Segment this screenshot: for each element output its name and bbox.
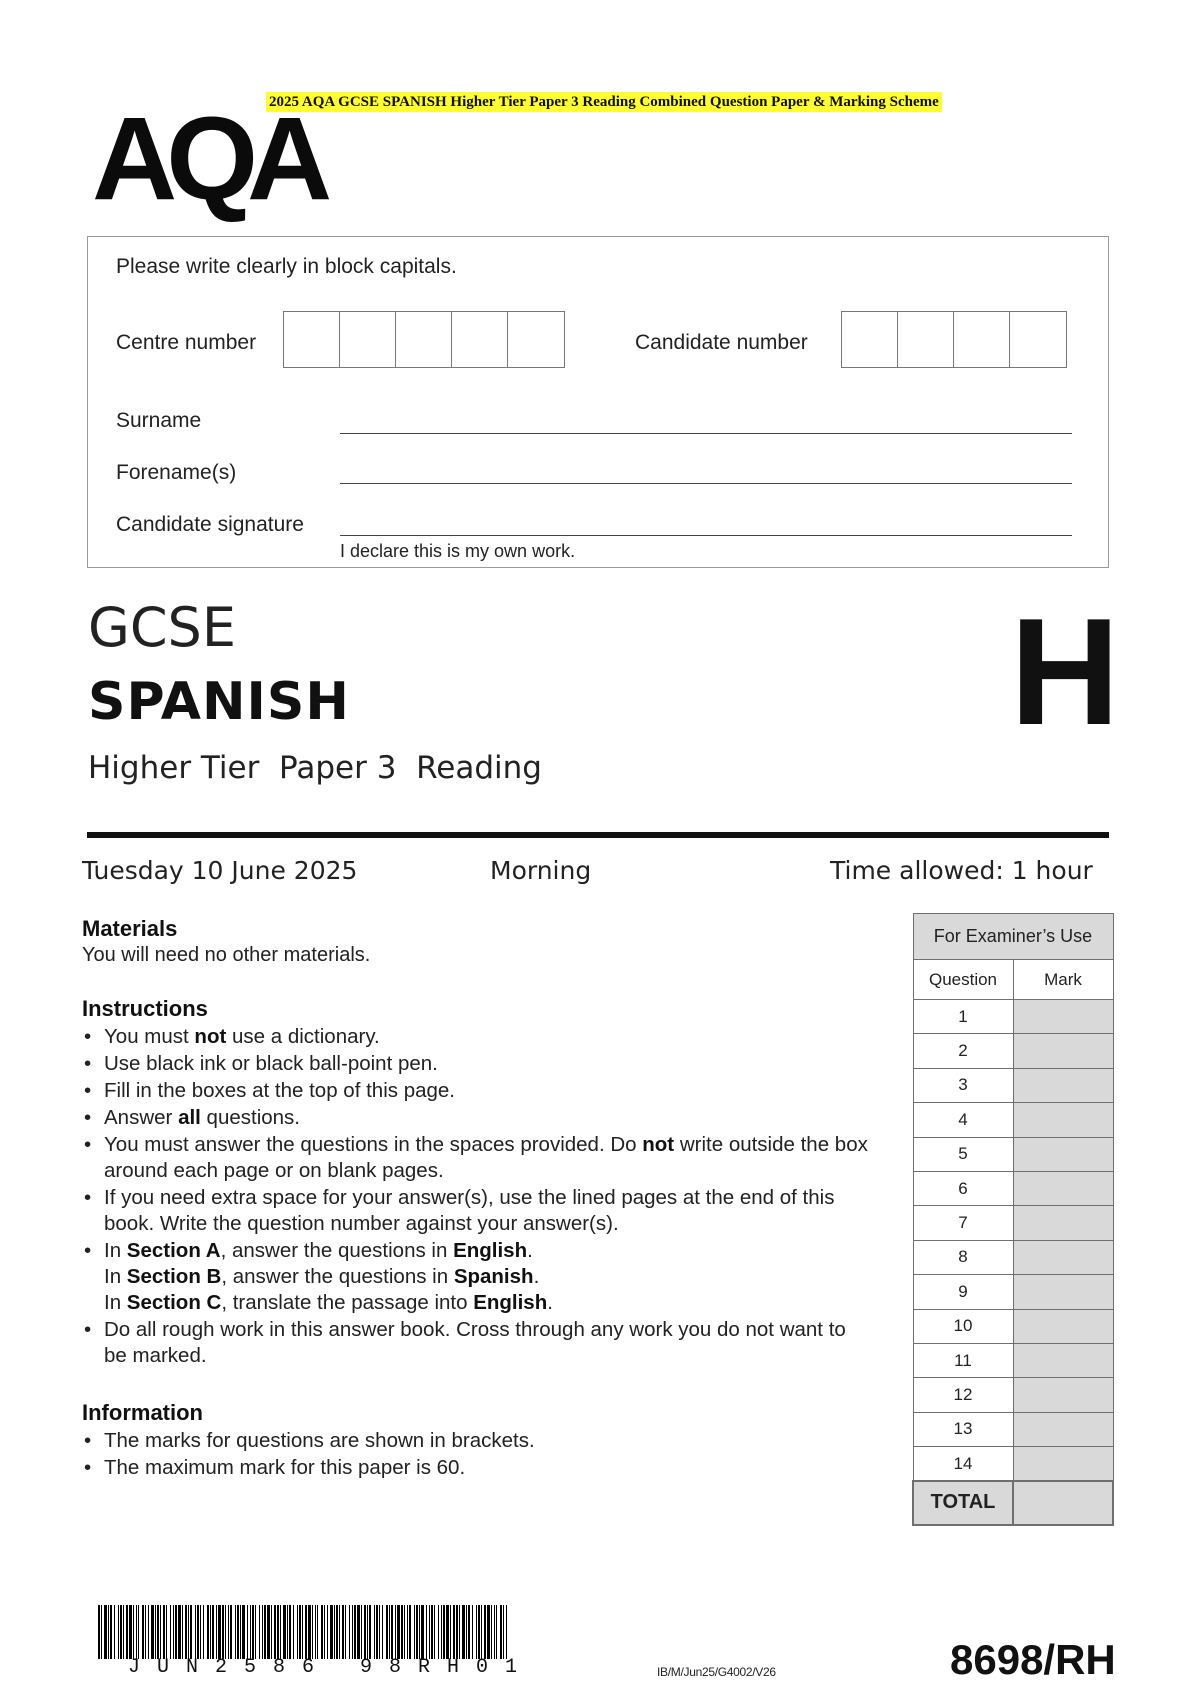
mark-column-header: Mark	[1013, 960, 1113, 1000]
instructions-heading: Instructions	[82, 996, 208, 1021]
instruction-text: write outside the box around each page or on blank pages.	[104, 1133, 868, 1182]
instruction-text: questions.	[200, 1106, 301, 1129]
question-number: 6	[913, 1171, 1013, 1205]
qualification-level: GCSE	[88, 596, 236, 659]
question-number: 4	[913, 1103, 1013, 1137]
information-section	[82, 1400, 872, 1482]
mark-cell	[1013, 1240, 1113, 1274]
instruction-text: In	[104, 1239, 127, 1262]
instructions-section	[82, 996, 872, 1370]
mark-cell	[1013, 1447, 1113, 1481]
centre-digit-box[interactable]	[340, 312, 396, 367]
question-number: 12	[913, 1378, 1013, 1412]
information-item: • The marks for questions are shown in brackets.	[82, 1428, 872, 1454]
question-number: 5	[913, 1137, 1013, 1171]
question-number: 14	[913, 1447, 1013, 1481]
question-number: 8	[913, 1240, 1013, 1274]
instruction-emphasis: Section B	[126, 1265, 222, 1288]
paper-title: Higher Tier Paper 3 Reading	[88, 750, 542, 786]
total-label: TOTAL	[913, 1481, 1013, 1525]
instruction-text: use a dictionary.	[226, 1025, 380, 1048]
instruction-text: Do all rough work in this answer book. Cross through any work you do not want to be marked.	[104, 1318, 846, 1367]
centre-digit-box[interactable]	[452, 312, 508, 367]
question-number: 7	[913, 1206, 1013, 1240]
candidate-number-boxes[interactable]	[841, 311, 1067, 368]
instruction-text: .	[533, 1265, 540, 1288]
instruction-text: , translate the passage into	[221, 1291, 474, 1314]
examiner-table-title: For Examiner’s Use	[913, 914, 1113, 960]
section-a-line	[104, 1238, 872, 1264]
block-capitals-instruction: Please write clearly in block capitals.	[116, 255, 457, 278]
candidate-digit-box[interactable]	[842, 312, 898, 367]
instruction-emphasis: all	[178, 1106, 201, 1129]
centre-digit-box[interactable]	[284, 312, 340, 367]
exam-date: Tuesday 10 June 2025	[82, 856, 358, 885]
instruction-text: , answer the questions in	[221, 1265, 454, 1288]
materials-section	[82, 916, 872, 968]
materials-text: You will need no other materials.	[82, 944, 371, 966]
instruction-emphasis: Section A	[126, 1239, 221, 1262]
mark-cell	[1013, 1000, 1113, 1034]
information-list	[82, 1428, 872, 1481]
aqa-logo: AQA	[92, 93, 322, 225]
paper-code: 8698/RH	[950, 1636, 1116, 1683]
question-number: 10	[913, 1309, 1013, 1343]
instruction-text: Answer	[104, 1106, 179, 1129]
information-heading: Information	[82, 1400, 203, 1425]
instruction-text: In	[104, 1291, 127, 1314]
instruction-emphasis: Section C	[126, 1291, 222, 1314]
question-column-header: Question	[913, 960, 1013, 1000]
instruction-text: In	[104, 1265, 127, 1288]
candidate-digit-box[interactable]	[954, 312, 1010, 367]
mark-cell	[1013, 1378, 1113, 1412]
examiner-use-table	[912, 913, 1114, 1526]
mark-cell	[1013, 1171, 1113, 1205]
surname-line[interactable]	[340, 433, 1072, 434]
instruction-emphasis: English	[453, 1239, 528, 1262]
instruction-item	[82, 1024, 872, 1050]
mark-cell	[1013, 1137, 1113, 1171]
tier-letter: H	[1010, 587, 1120, 757]
instruction-emphasis: English	[473, 1291, 548, 1314]
instruction-item	[82, 1078, 872, 1104]
instruction-text: If you need extra space for your answer(s), use the lined pages at the end of this book. Write the question number against your answer(s).	[104, 1186, 835, 1235]
instruction-text: You must	[104, 1025, 195, 1048]
declaration-text: I declare this is my own work.	[340, 541, 576, 561]
candidate-number-label: Candidate number	[635, 331, 808, 354]
materials-heading: Materials	[82, 916, 178, 941]
signature-line[interactable]	[340, 535, 1072, 536]
centre-digit-box[interactable]	[508, 312, 564, 367]
instruction-emphasis: not	[194, 1025, 227, 1048]
question-number: 2	[913, 1034, 1013, 1068]
signature-label: Candidate signature	[116, 513, 304, 536]
instruction-emphasis: not	[642, 1133, 675, 1156]
candidate-digit-box[interactable]	[1010, 312, 1066, 367]
question-number: 11	[913, 1343, 1013, 1377]
section-b-line	[104, 1264, 872, 1290]
instruction-item	[82, 1317, 872, 1369]
title-divider	[87, 832, 1109, 838]
instruction-text: , answer the questions in	[220, 1239, 454, 1262]
instruction-text: .	[527, 1239, 533, 1262]
mark-cell	[1013, 1068, 1113, 1102]
centre-number-label: Centre number	[116, 331, 257, 354]
forename-label: Forename(s)	[116, 461, 237, 484]
question-number: 9	[913, 1275, 1013, 1309]
instruction-text: You must answer the questions in the spaces provided. Do	[104, 1133, 643, 1156]
candidate-digit-box[interactable]	[898, 312, 954, 367]
instruction-text: Fill in the boxes at the top of this page.	[104, 1079, 455, 1102]
mark-cell	[1013, 1103, 1113, 1137]
forename-line[interactable]	[340, 483, 1072, 484]
time-allowed: Time allowed: 1 hour	[830, 856, 1093, 885]
subject-title: SPANISH	[88, 672, 350, 732]
total-mark-cell	[1013, 1481, 1113, 1525]
document-reference: IB/M/Jun25/G4002/V26	[657, 1665, 776, 1679]
instruction-item-sections	[82, 1238, 872, 1316]
mark-cell	[1013, 1034, 1113, 1068]
information-item: • The maximum mark for this paper is 60.	[82, 1455, 872, 1481]
mark-cell	[1013, 1275, 1113, 1309]
instruction-emphasis: Spanish	[453, 1265, 534, 1288]
mark-cell	[1013, 1412, 1113, 1446]
mark-cell	[1013, 1343, 1113, 1377]
question-number: 3	[913, 1068, 1013, 1102]
instruction-text: Use black ink or black ball-point pen.	[104, 1052, 438, 1075]
document-banner: 2025 AQA GCSE SPANISH Higher Tier Paper 3 Reading Combined Question Paper & Marking Scheme	[266, 92, 942, 112]
mark-cell	[1013, 1309, 1113, 1343]
section-c-line	[104, 1290, 872, 1316]
instruction-item	[82, 1132, 872, 1184]
question-number: 13	[913, 1412, 1013, 1446]
centre-number-boxes[interactable]	[283, 311, 565, 368]
instruction-item	[82, 1051, 872, 1077]
instruction-text: .	[547, 1291, 553, 1314]
barcode	[98, 1605, 510, 1659]
instruction-item	[82, 1105, 872, 1131]
instruction-item	[82, 1185, 872, 1237]
surname-label: Surname	[116, 409, 202, 432]
instructions-list	[82, 1024, 872, 1369]
centre-digit-box[interactable]	[396, 312, 452, 367]
exam-session: Morning	[490, 856, 592, 885]
barcode-text: JUN2586 98RH01	[128, 1656, 535, 1679]
mark-cell	[1013, 1206, 1113, 1240]
candidate-details-box	[87, 236, 1109, 568]
question-number: 1	[913, 1000, 1013, 1034]
